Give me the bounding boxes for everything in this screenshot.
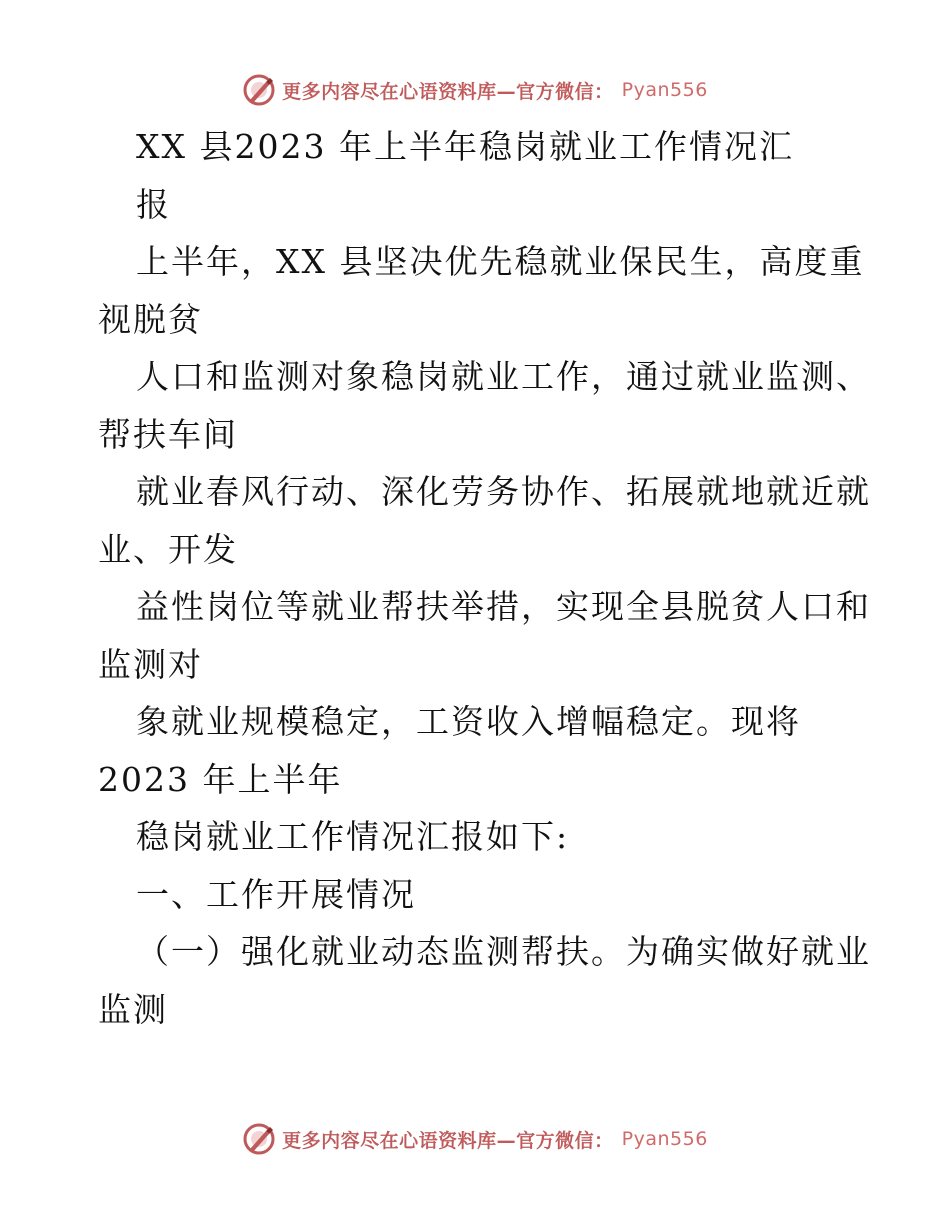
watermark-wechat-id: Pyan556 xyxy=(621,1128,708,1150)
paragraph-line: 帮扶车间 xyxy=(98,414,238,454)
paragraph-line: 象就业规模稳定，工资收入增幅稳定。现将 xyxy=(136,702,801,741)
paragraph-line: （一）强化就业动态监测帮扶。为确实做好就业 xyxy=(136,932,871,971)
paragraph-line: 一、工作开展情况 xyxy=(136,874,416,914)
paragraph-line: 业、开发 xyxy=(98,529,238,569)
pen-seal-icon xyxy=(242,73,276,107)
watermark-header xyxy=(0,70,950,110)
paragraph-line: 人口和监测对象稳岗就业工作，通过就业监测、 xyxy=(136,357,871,396)
document-title-line: 报 xyxy=(136,184,171,224)
paragraph-line: 稳岗就业工作情况汇报如下: xyxy=(136,817,570,856)
document-title-line: XX 县2023 年上半年稳岗就业工作情况汇 xyxy=(136,127,794,166)
paragraph-line: 上半年，XX 县坚决优先稳就业保民生，高度重 xyxy=(136,242,865,281)
paragraph-line: 视脱贫 xyxy=(98,299,203,339)
paragraph-line: 监测 xyxy=(98,989,168,1029)
paragraph-line: 益性岗位等就业帮扶举措，实现全县脱贫人口和 xyxy=(136,587,871,626)
watermark-text: 更多内容尽在心语资料库—官方微信： xyxy=(282,80,614,103)
watermark-footer xyxy=(0,1119,950,1159)
paragraph-line: 监测对 xyxy=(98,644,203,684)
pen-seal-icon xyxy=(242,1122,276,1156)
watermark-text: 更多内容尽在心语资料库—官方微信： xyxy=(282,1129,614,1152)
paragraph-line: 2023 年上半年 xyxy=(98,759,343,799)
paragraph-line: 就业春风行动、深化劳务协作、拓展就地就近就 xyxy=(136,472,871,511)
document-body xyxy=(98,118,878,1038)
watermark-wechat-id: Pyan556 xyxy=(621,79,708,101)
